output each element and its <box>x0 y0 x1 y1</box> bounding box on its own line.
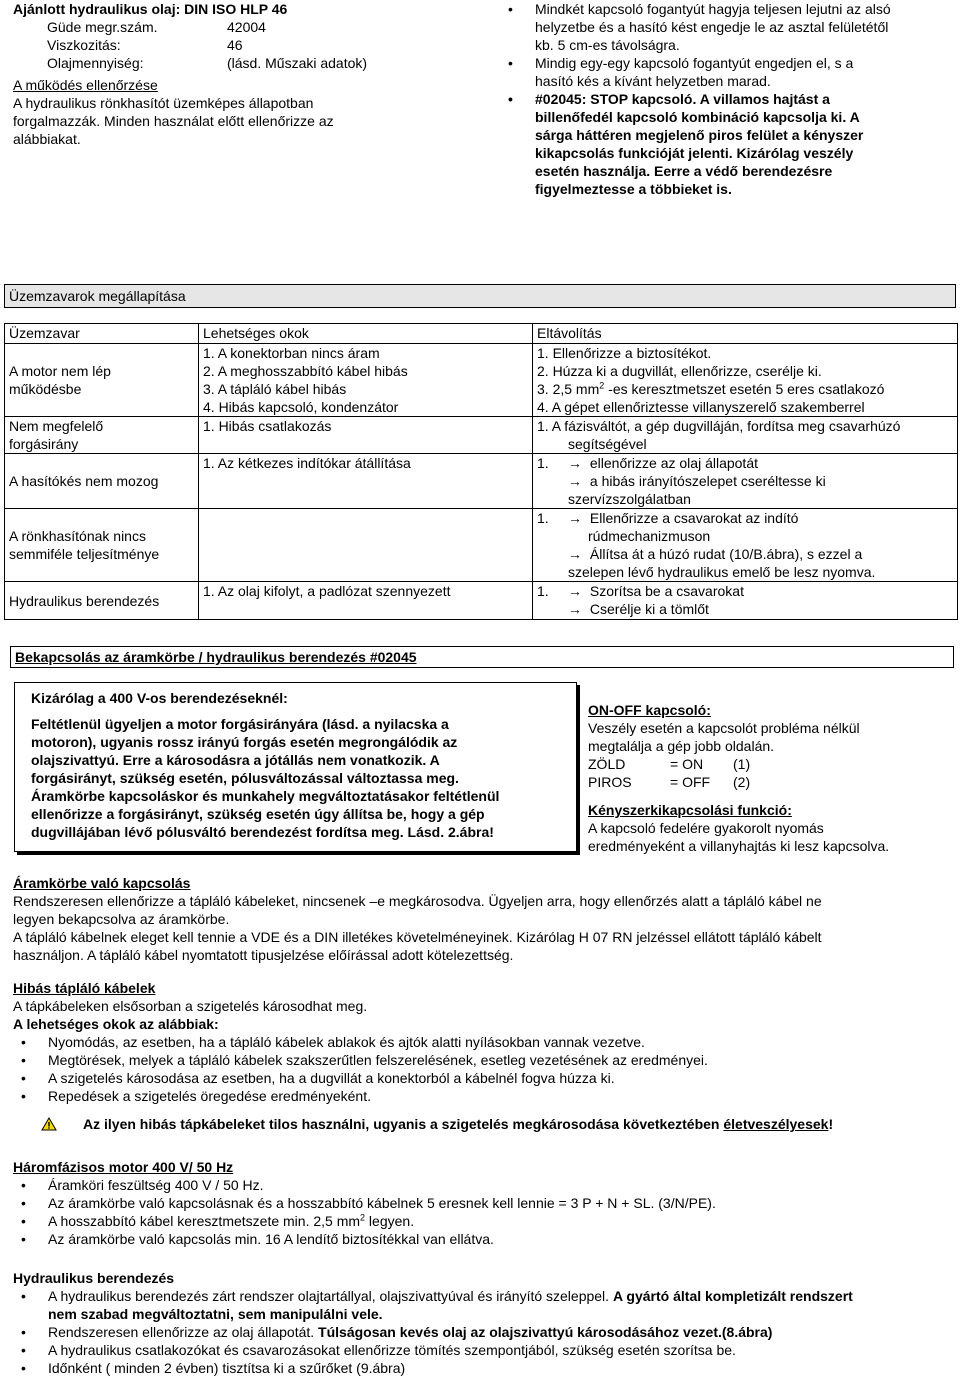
circuit-title: Áramkörbe való kapcsolás <box>13 875 191 891</box>
remedy-cell: 1. → Szorítsa be a csavarokat → Cserélje ki a tömlőt <box>533 582 958 620</box>
arrow-right-icon: → <box>568 601 582 617</box>
list-item: • A hosszabbító kábel keresztmetszete min. 2,5 $mm^2$ legyen. <box>13 1212 953 1230</box>
spec-table <box>47 18 367 72</box>
fault-cell: Hydraulikus berendezés <box>5 582 199 620</box>
remedy-cell: 1. → Ellenőrizze a csavarokat az indító rúdmechanizmuson → Állítsa át a húzó rudat (10/B.ábra), s ezzel a szelepen lévő hydraulikus emelő be lesz nyomva. <box>533 509 958 582</box>
spec-row: Viszkozitás: 46 <box>47 37 243 53</box>
cause-cell: 1. Az kétkezes indítókar átállítása <box>199 454 533 509</box>
cause-cell: 1. Hibás csatlakozás <box>199 417 533 454</box>
arrow-right-icon: → <box>568 546 582 562</box>
danger-warning: Az ilyen hibás tápkábeleket tilos használni, ugyanis a szigetelés megkárosodása következtében életveszélyesek! <box>13 1115 953 1133</box>
fault-cell: A hasítókés nem mozog <box>5 454 199 509</box>
list-item: • Az áramkörbe való kapcsolásnak és a hosszabbító kábelnek 5 eresnek kell lennie = 3 P + N + SL. (3/N/PE). <box>13 1194 953 1212</box>
cause-cell: 1. A konektorban nincs áram 2. A meghosszabbító kábel hibás 3. A tápláló kábel hibás 4. Hibás kapcsoló, kondenzátor <box>199 344 533 417</box>
arrow-right-icon: → <box>568 473 582 489</box>
fault-cell: A motor nem lép működésbe <box>5 344 199 417</box>
table-row <box>5 582 958 620</box>
cause-cell: 1. Az olaj kifolyt, a padlózat szennyezett <box>199 582 533 620</box>
hydraulic-section <box>13 1269 953 1377</box>
oil-spec-block <box>13 0 413 148</box>
column-header: Üzemzavar <box>5 324 199 344</box>
cause-cell <box>199 509 533 582</box>
warning-triangle-icon <box>41 1117 57 1131</box>
list-item: • A szigetelés károsodása az esetben, ha a dugvillát a konektorból a kábelnél fogva húzza ki. <box>13 1069 953 1087</box>
list-item: • Megtörések, melyek a tápláló kábelek szakszerűtlen felszerelésének, esetleg vezetésének az eredményei. <box>13 1051 953 1069</box>
three-phase-title: Háromfázisos motor 400 V/ 50 Hz <box>13 1159 234 1175</box>
arrow-right-icon: → <box>568 455 582 471</box>
list-item: • Az áramkörbe való kapcsolás min. 16 A lendítő biztosítékkal van ellátva. <box>13 1230 953 1248</box>
list-item: • Áramköri feszültség 400 V / 50 Hz. <box>13 1176 953 1194</box>
list-item: • Nyomódás, az esetben, ha a tápláló kábelek ablakok és ajtók alatti nyílásokban vannak vezetve. <box>13 1033 953 1051</box>
list-item: • Mindig egy-egy kapcsoló fogantyút engedjen el, s a hasító kés a kívánt helyzetben marad. <box>500 54 950 90</box>
operation-bullets <box>500 0 950 198</box>
faulty-title: Hibás tápláló kábelek <box>13 980 156 996</box>
remedy-cell: 1. → ellenőrizze az olaj állapotát → a hibás irányítószelepet cseréltesse ki szervízszolgálatban <box>533 454 958 509</box>
table-row <box>5 454 958 509</box>
fault-cell: A rönkhasítónak nincs semmiféle teljesítménye <box>5 509 199 582</box>
table-row <box>5 417 958 454</box>
table-row <box>5 344 958 417</box>
check-title: A működés ellenőrzése <box>13 77 158 93</box>
check-line: alábbiakat. <box>13 131 81 147</box>
three-phase-list <box>13 1176 953 1248</box>
box-title: Kizárólag a 400 V-os berendezéseknél: <box>31 690 288 706</box>
circuit-section: Áramkörbe való kapcsolás Rendszeresen ellenőrizze a tápláló kábeleket, nincsenek –e megkárosodva. Ügyeljen arra, hogy ellenőrzés alatt a tápláló kábel ne legyen bekapcsolva az áramkörbe. A tápláló kábelnek eleget kell tennie a VDE és a DIN illetékes követelméneyinek. Kizárólag H 07 RN jelzéssel ellátott tápláló kábelt használjon. A tápláló kábel nyomtatott tipusjelzése előírással adott kötelezettség. <box>13 874 953 964</box>
arrow-right-icon: → <box>568 583 582 599</box>
section-title-power: Bekapcsolás az áramkörbe / hydraulikus berendezés #02045 <box>10 646 954 668</box>
spec-row: Olajmennyiség: (lásd. Műszaki adatok) <box>47 55 368 71</box>
table-header-row <box>5 324 958 344</box>
list-item: • Időnként ( minden 2 évben) tisztítsa ki a szűrőket (9.ábra) <box>13 1359 953 1377</box>
remedy-cell: 1. A fázisváltót, a gép dugvilláján, fordítsa meg csavarhúzó segítségével <box>533 417 958 454</box>
faulty-list <box>13 1033 953 1105</box>
state-row: PIROS = OFF (2) <box>588 774 751 790</box>
list-item: • Mindkét kapcsoló fogantyút hagyja teljesen lejutni az alsó helyzetbe és a hasító kést engedje le az asztal felületétől kb. 5 cm-es távolságra. <box>500 0 950 54</box>
check-line: forgalmazzák. Minden használat előtt ellenőrizze az <box>13 113 334 129</box>
onoff-switch-info: ON-OFF kapcsoló: Veszély esetén a kapcsolót probléma nélkül megtalálja a gép jobb oldalán. ZÖLD = ON (1) PIROS = OFF (2) Kényszerkikapcsolási funkció: A kapcsoló fedelére gyakorolt nyomás eredményeként a villanyhajtás ki lesz kapcsolva. <box>588 701 950 855</box>
list-item: • A hydraulikus berendezés zárt rendszer olajtartállyal, olajszivattyúval és irányító szeleppel. A gyártó által kompletizált rendszert nem szabad megváltoztatni, sem manipulálni vele. <box>13 1287 953 1323</box>
forced-title: Kényszerkikapcsolási funkció: <box>588 802 792 818</box>
trouble-table <box>4 323 958 620</box>
three-phase-section <box>13 1158 953 1248</box>
list-item: • A hydraulikus csatlakozókat és csavarozásokat ellenőrizze tömítés szempontjából, szükség esetén szorítsa be. <box>13 1341 953 1359</box>
list-item: • Repedések a szigetelés öregedése eredményeként. <box>13 1087 953 1105</box>
column-header: Eltávolítás <box>533 324 958 344</box>
arrow-right-icon: → <box>568 510 582 526</box>
fault-cell: Nem megfelelő forgásirány <box>5 417 199 454</box>
oil-recommendation: Ajánlott hydraulikus olaj: DIN ISO HLP 46 <box>13 1 288 17</box>
faulty-cables-section: Hibás tápláló kábelek A tápkábeleken elsősorban a szigetelés károsodhat meg. A lehetséges okok az alábbiak: • Nyomódás, az esetben, ha a tápláló kábelek ablakok és ajtók alatti nyílásokban vannak vezetve. • Megtörések, melyek a tápláló kábelek szakszerűtlen felszerelésének, esetleg vezetésének az eredményei. • A szigetelés károsodása az esetben, ha a dugvillát a konektorból a kábelnél fogva húzza ki. • Repedések a szigetelés öregedése eredményeként. Az ilyen hibás tápkábeleket tilos használni, ugyanis a szigetelés megkárosodása következtében életveszélyesek! <box>13 979 953 1133</box>
onoff-title: ON-OFF kapcsoló: <box>588 702 711 718</box>
hydraulic-list <box>13 1287 953 1377</box>
check-line: A hydraulikus rönkhasítót üzemképes állapotban <box>13 95 314 111</box>
table-row <box>5 509 958 582</box>
list-item: • Rendszeresen ellenőrizze az olaj állapotát. Túlságosan kevés olaj az olajszivattyú károsodásához vezet.(8.ábra) <box>13 1323 953 1341</box>
state-row: ZÖLD = ON (1) <box>588 756 751 772</box>
remedy-cell: 1. Ellenőrizze a biztosítékot. 2. Húzza ki a dugvillát, ellenőrizze, cserélje ki. 3. 2,5 $mm^2$ -es keresztmetszet esetén 5 eres csatlakozó 4. A gépet ellenőriztesse villanyszerelő szakemberrel <box>533 344 958 417</box>
list-item: • #02045: STOP kapcsoló. A villamos hajtást a billenőfedél kapcsoló kombináció kapcsolja ki. A sárga háttéren megjelenő piros felület a kényszer kikapcsolás funkcióját jelenti. Kizárólag veszély esetén használja. Eerre a védő berendezésre figyelmeztesse a többieket is. <box>500 90 950 198</box>
warning-box-400v: Kizárólag a 400 V-os berendezéseknél: Feltétlenül ügyeljen a motor forgásirányára (lásd. a nyilacska a motoron), ugyanis rossz irányú forgás esetén megrongálódik az olajszivattyú. Erre a károsodásra a jótállás nem vonatkozik. A forgásirányt, szükség esetén, pólusváltozással változtassa meg. Áramkörbe kapcsoláskor és munkahely megváltoztatásakor feltétlenül ellenőrizze a forgásirányt, szükség esetén úgy állítsa be, hogy a gép dugvillájában lévő pólusváltó berendezést fordítsa meg. Lásd. 2.ábra! <box>14 682 577 852</box>
hydraulic-title: Hydraulikus berendezés <box>13 1270 175 1286</box>
column-header: Lehetséges okok <box>199 324 533 344</box>
spec-row: Güde megr.szám. 42004 <box>47 19 266 35</box>
section-title-troubles: Üzemzavarok megállapítása <box>4 284 956 308</box>
